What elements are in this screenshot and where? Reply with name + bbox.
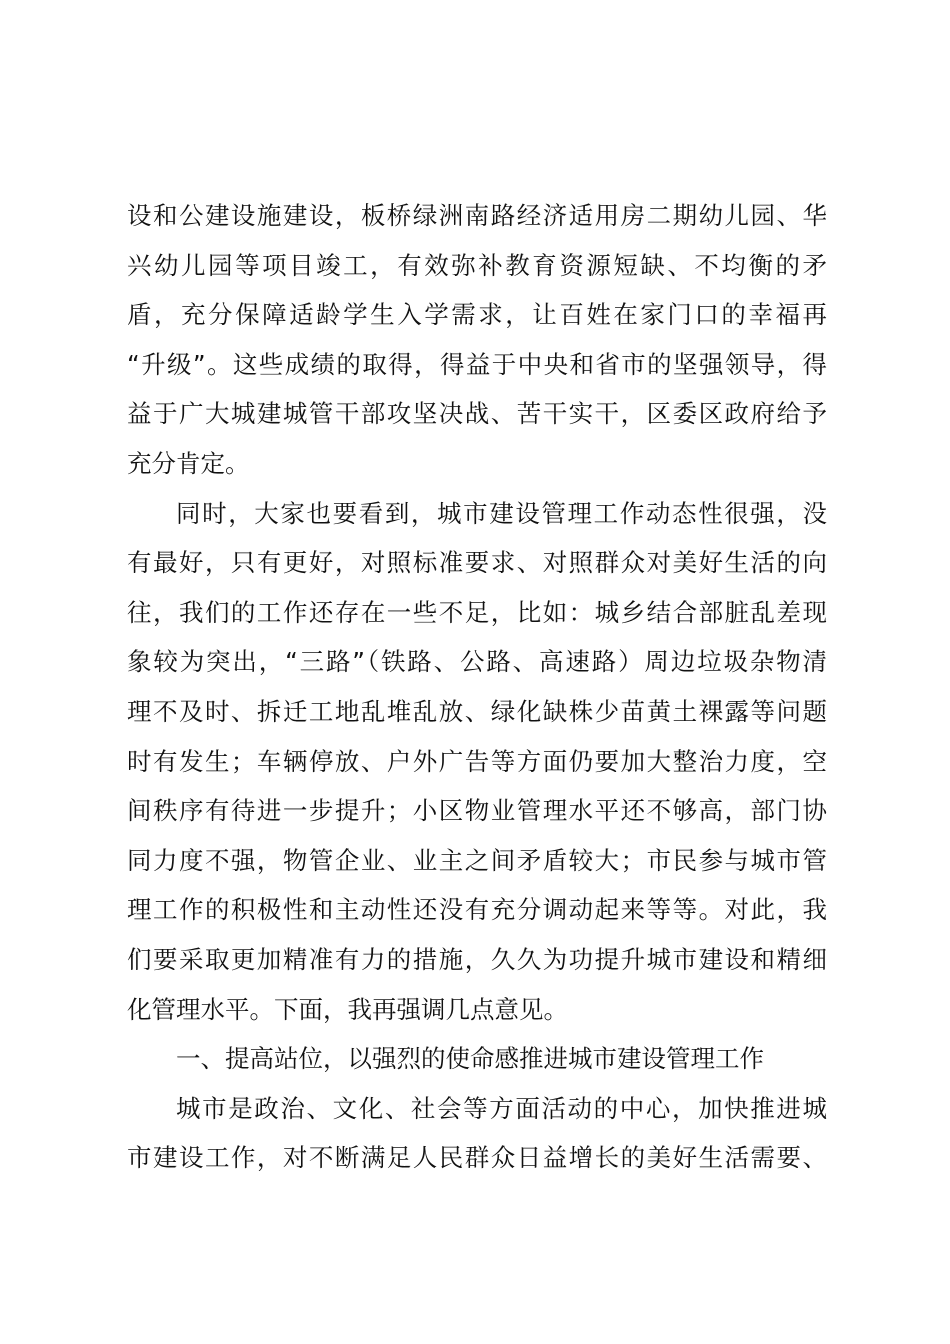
text-line: 有最好，只有更好，对照标准要求、对照群众对美好生活的向 bbox=[127, 548, 827, 578]
text-line: 充分肯定。 bbox=[127, 448, 250, 478]
text-line: 理工作的积极性和主动性还没有充分调动起来等等。对此，我 bbox=[127, 895, 827, 925]
text-line: 往，我们的工作还存在一些不足，比如：城乡结合部脏乱差现 bbox=[127, 597, 827, 627]
text-line: 设和公建设施建设，板桥绿洲南路经济适用房二期幼儿园、华 bbox=[127, 201, 827, 230]
paragraph-city-role bbox=[127, 1084, 827, 1183]
text-line: 兴幼儿园等项目竣工，有效弥补教育资源短缺、不均衡的矛 bbox=[127, 250, 827, 280]
text-line: 市建设工作，对不断满足人民群众日益增长的美好生活需要、 bbox=[127, 1143, 827, 1173]
text-line: “升级”。这些成绩的取得，得益于中央和省市的坚强领导，得 bbox=[127, 349, 827, 379]
text-line: 化管理水平。下面，我再强调几点意见。 bbox=[127, 994, 568, 1024]
text-line: 城市是政治、文化、社会等方面活动的中心，加快推进城 bbox=[176, 1093, 827, 1123]
text-line: 同时，大家也要看到，城市建设管理工作动态性很强，没 bbox=[176, 498, 827, 528]
section-heading bbox=[127, 1034, 827, 1084]
text-line: 象较为突出，“三路”（铁路、公路、高速路）周边垃圾杂物清 bbox=[127, 647, 827, 677]
document-body bbox=[127, 191, 827, 1183]
text-line: 们要采取更加精准有力的措施，久久为功提升城市建设和精细 bbox=[127, 944, 827, 974]
heading-line: 一、提高站位，以强烈的使命感推进城市建设管理工作 bbox=[176, 1044, 764, 1074]
text-line: 时有发生；车辆停放、户外广告等方面仍要加大整治力度，空 bbox=[127, 746, 827, 776]
text-line: 间秩序有待进一步提升；小区物业管理水平还不够高，部门协 bbox=[127, 796, 827, 826]
text-line: 理不及时、拆迁工地乱堆乱放、绿化缺株少苗黄土裸露等问题 bbox=[127, 696, 827, 726]
text-line: 同力度不强，物管企业、业主之间矛盾较大；市民参与城市管 bbox=[127, 845, 827, 875]
paragraph-achievements bbox=[127, 191, 827, 489]
text-line: 益于广大城建城管干部攻坚决战、苦干实干，区委区政府给予 bbox=[127, 399, 827, 429]
text-line: 盾，充分保障适龄学生入学需求，让百姓在家门口的幸福再 bbox=[127, 300, 827, 330]
paragraph-shortcomings bbox=[127, 489, 827, 1035]
